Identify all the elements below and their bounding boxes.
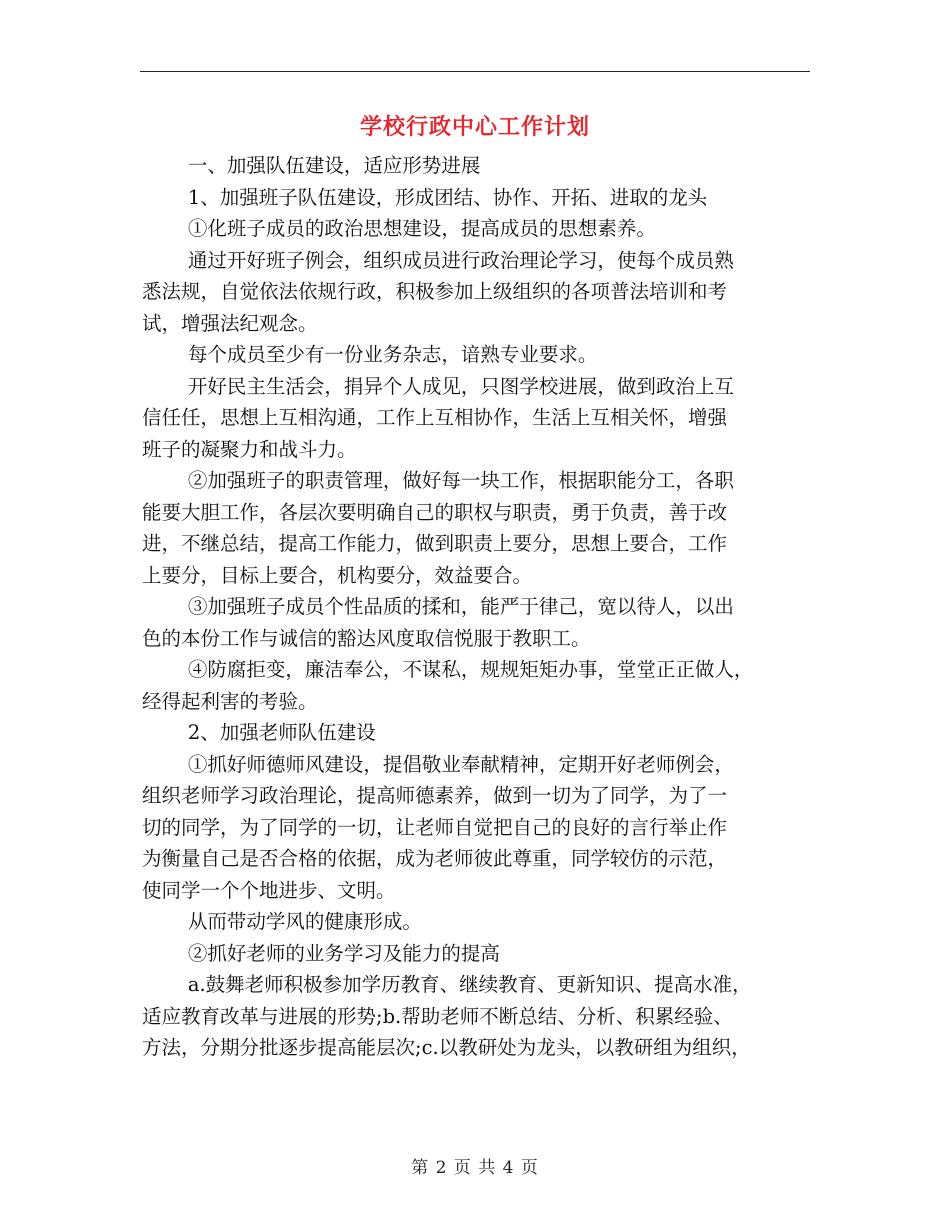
document-title: 学校行政中心工作计划	[359, 114, 590, 140]
text-line: 每个成员至少有一份业务杂志，谙熟专业要求。	[187, 343, 598, 366]
text-line: 使同学一个个地进步、文明。	[142, 878, 396, 902]
text-line: 方法，分期分批逐步提高能层次;c.以教研处为龙头，以教研组为组织，	[142, 1036, 751, 1059]
text-line: 1、加强班子队伍建设，形成团结、协作、开拓、进取的龙头	[187, 185, 708, 209]
text-line: ①抓好师德师风建设，提倡敬业奉献精神，定期开好老师例会，	[187, 752, 734, 776]
text-line: 为衡量自己是否合格的依据，成为老师彼此尊重，同学较仿的示范，	[142, 847, 728, 870]
text-line: 试，增强法纪观念。	[142, 311, 318, 335]
text-line: 组织老师学习政治理论，提高师德素养，做到一切为了同学，为了一	[142, 784, 728, 807]
text-line: 能要大胆工作，各层次要明确自己的职权与职责，勇于负责，善于改	[142, 500, 728, 524]
header-rule	[140, 71, 810, 72]
text-line: 切的同学，为了同学的一切，让老师自觉把自己的良好的言行举止作	[142, 815, 728, 839]
text-line: 通过开好班子例会，组织成员进行政治理论学习，使每个成员熟	[187, 248, 734, 272]
text-line: 班子的凝聚力和战斗力。	[142, 437, 357, 461]
text-line: ②加强班子的职责管理，做好每一块工作，根据职能分工，各职	[187, 469, 734, 492]
text-line: 一、加强队伍建设，适应形势进展	[187, 154, 481, 177]
text-line: 上要分，目标上要合，机构要分，效益要合。	[142, 563, 533, 587]
text-line: 2、加强老师队伍建设	[187, 721, 376, 744]
text-line: a.鼓舞老师积极参加学历教育、继续教育、更新知识、提高水准，	[187, 973, 752, 996]
text-line: 经得起利害的考验。	[142, 689, 318, 713]
text-line: 信任任，思想上互相沟通，工作上互相协作，生活上互相关怀，增强	[142, 406, 728, 429]
text-line: ②抓好老师的业务学习及能力的提高	[187, 941, 500, 965]
text-line: 从而带动学风的健康形成。	[187, 910, 422, 933]
text-line: ④防腐拒变，廉洁奉公，不谋私，规规矩矩办事，堂堂正正做人，	[187, 658, 754, 681]
text-line: 色的本份工作与诚信的豁达风度取信悦服于教职工。	[142, 626, 591, 650]
text-line: 开好民主生活会，捐异个人成见，只图学校进展，做到政治上互	[187, 374, 734, 398]
text-line: ③加强班子成员个性品质的揉和，能严于律己，宽以待人，以出	[187, 595, 734, 618]
document-body	[142, 150, 812, 1064]
text-line: 适应教育改革与进展的形势;b.帮助老师不断总结、分析、积累经验、	[142, 1004, 733, 1028]
page-number: 第 2 页 共 4 页	[411, 1158, 539, 1178]
text-line: 悉法规，自觉依法依规行政，积极参加上级组织的各项普法培训和考	[142, 280, 728, 303]
text-line: 进，不继总结，提高工作能力，做到职责上要分，思想上要合，工作	[142, 532, 728, 555]
text-line: ①化班子成员的政治思想建设，提高成员的思想素养。	[187, 217, 656, 240]
